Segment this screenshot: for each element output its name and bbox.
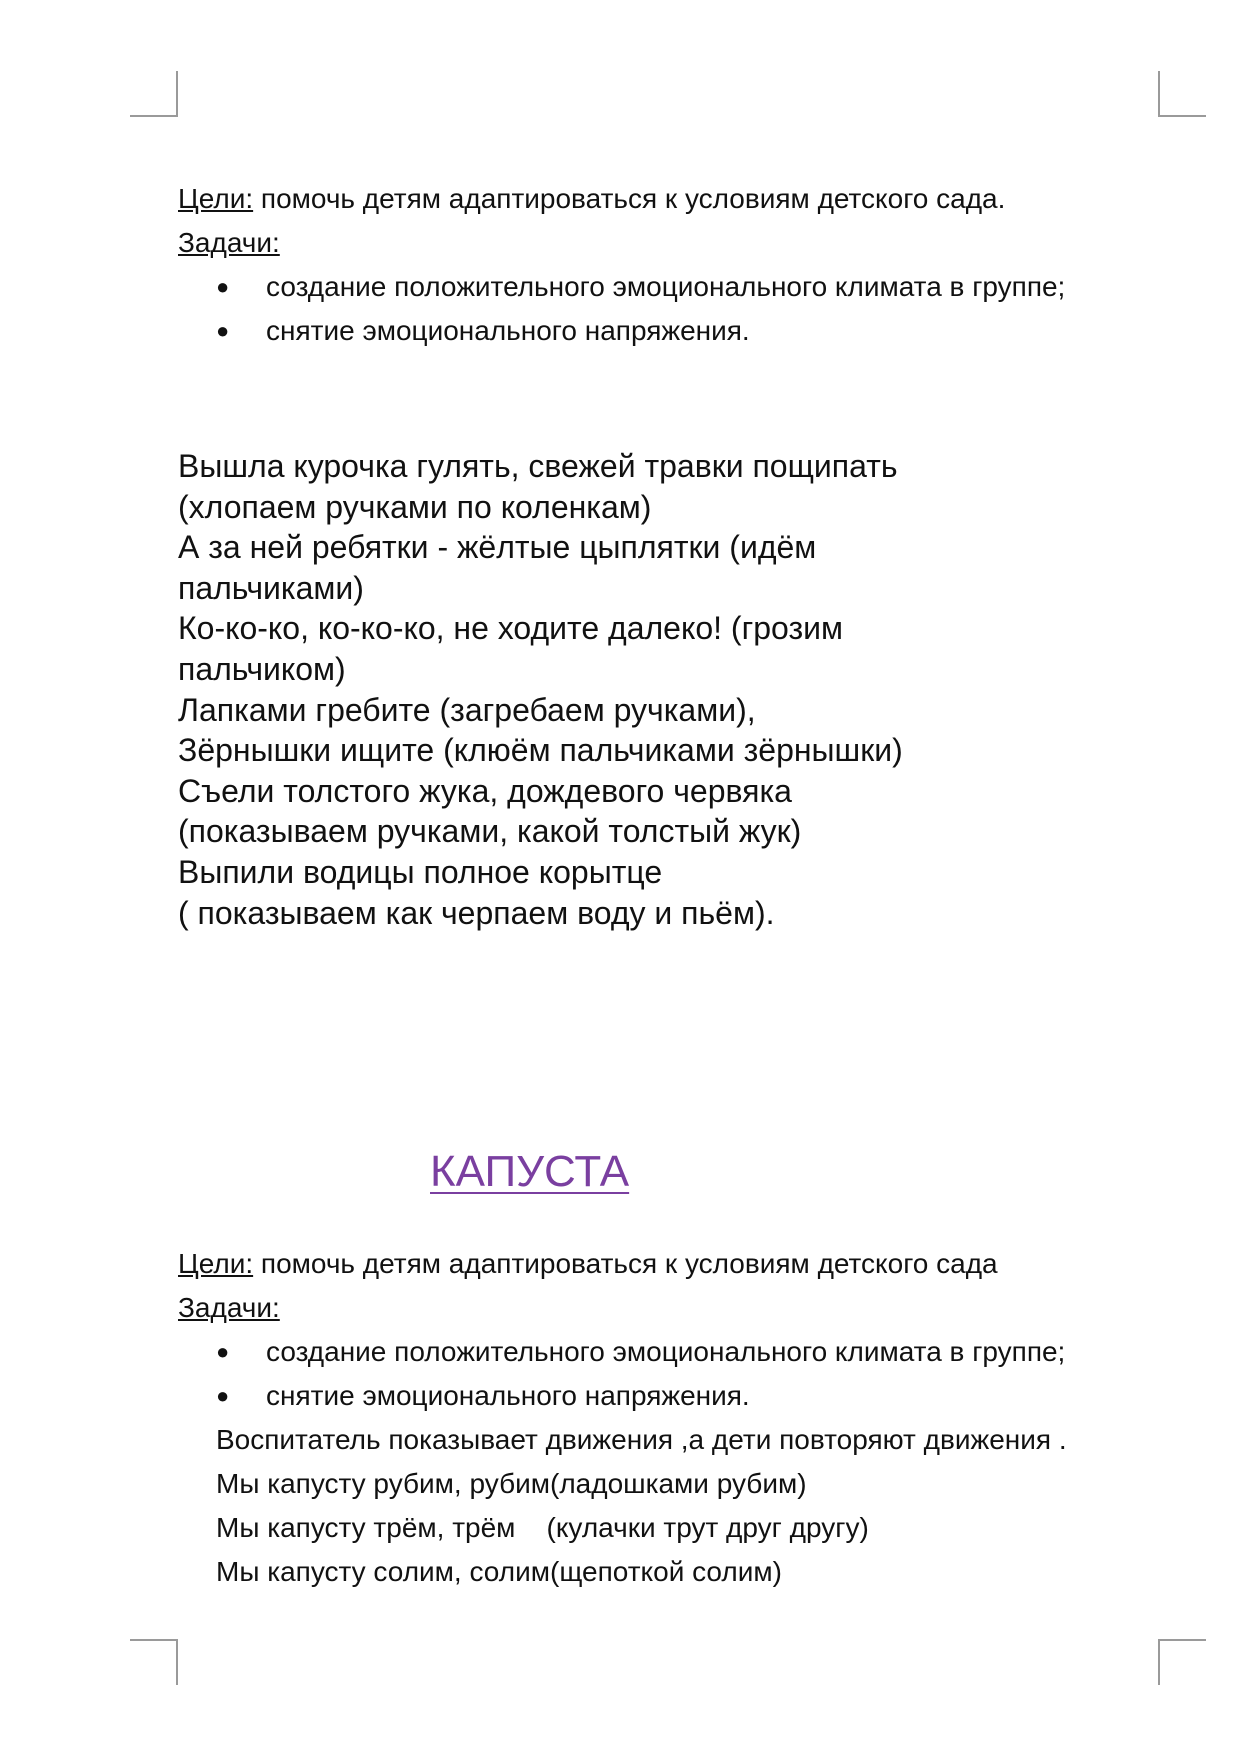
crop-mark-bottom-left-v	[176, 1639, 178, 1685]
tasks-line	[178, 221, 1065, 265]
bullet-icon: ●	[216, 1383, 230, 1408]
tasks-list	[178, 265, 1065, 353]
instruction-line: Мы капусту трём, трём (кулачки трут друг другу)	[216, 1512, 869, 1543]
crop-mark-bottom-right-v	[1158, 1639, 1160, 1685]
crop-mark-top-left-v	[176, 71, 178, 117]
goals-label: Цели:	[178, 183, 254, 214]
bullet-icon: ●	[216, 274, 230, 299]
instruction-line: Мы капусту рубим, рубим(ладошками рубим)	[216, 1468, 807, 1499]
task-text: создание положительного эмоционального климата в группе;	[266, 271, 1066, 302]
list-item	[178, 1330, 1067, 1374]
crop-mark-top-right-v	[1158, 71, 1160, 117]
task-text: снятие эмоционального напряжения.	[266, 1380, 750, 1411]
tasks-line	[178, 1286, 1067, 1330]
crop-mark-top-left-h	[130, 115, 176, 117]
goals-line	[178, 1242, 1067, 1286]
task-text: создание положительного эмоционального климата в группе;	[266, 1336, 1066, 1367]
bullet-icon: ●	[216, 318, 230, 343]
poem-line: Ко-ко-ко, ко-ко-ко, не ходите далеко! (грозим	[178, 610, 844, 647]
tasks-label: Задачи:	[178, 227, 280, 258]
crop-mark-bottom-left-h	[130, 1639, 176, 1641]
tasks-label: Задачи:	[178, 1292, 280, 1323]
poem-line: Съели толстого жука, дождевого червяка	[178, 772, 792, 809]
section-1	[178, 177, 1065, 353]
goals-text: помочь детям адаптироваться к условиям детского сада.	[253, 183, 1006, 214]
list-item	[178, 265, 1065, 309]
instruction-line: Воспитатель показывает движения ,а дети повторяют движения .	[216, 1424, 1067, 1455]
poem-block	[178, 446, 903, 933]
poem-line: (хлопаем ручками по коленкам)	[178, 488, 652, 525]
task-text: снятие эмоционального напряжения.	[266, 315, 750, 346]
goals-label: Цели:	[178, 1248, 254, 1279]
goals-line	[178, 177, 1065, 221]
poem-line: Зёрнышки ищите (клюём пальчиками зёрнышки)	[178, 732, 903, 769]
list-item	[178, 1374, 1067, 1418]
poem-line: (показываем ручками, какой толстый жук)	[178, 813, 802, 850]
crop-mark-bottom-right-h	[1160, 1639, 1206, 1641]
bullet-icon: ●	[216, 1339, 230, 1364]
poem-line: Выпили водицы полное корытце	[178, 853, 663, 890]
instruction-line: Мы капусту солим, солим(щепоткой солим)	[216, 1556, 782, 1587]
list-item	[178, 309, 1065, 353]
poem-line: пальчиками)	[178, 569, 364, 606]
section-2-title: КАПУСТА	[430, 1147, 630, 1196]
poem-line: пальчиком)	[178, 650, 346, 687]
poem-line: ( показываем как черпаем воду и пьём).	[178, 894, 775, 931]
poem-line: Вышла курочка гулять, свежей травки пощипать	[178, 448, 898, 484]
poem-line: А за ней ребятки - жёлтые цыплятки (идём	[178, 529, 817, 566]
goals-text: помочь детям адаптироваться к условиям детского сада	[253, 1248, 998, 1279]
crop-mark-top-right-h	[1160, 115, 1206, 117]
section-2	[178, 1242, 1067, 1594]
poem-line: Лапками гребите (загребаем ручками),	[178, 691, 756, 728]
tasks-list	[178, 1330, 1067, 1418]
